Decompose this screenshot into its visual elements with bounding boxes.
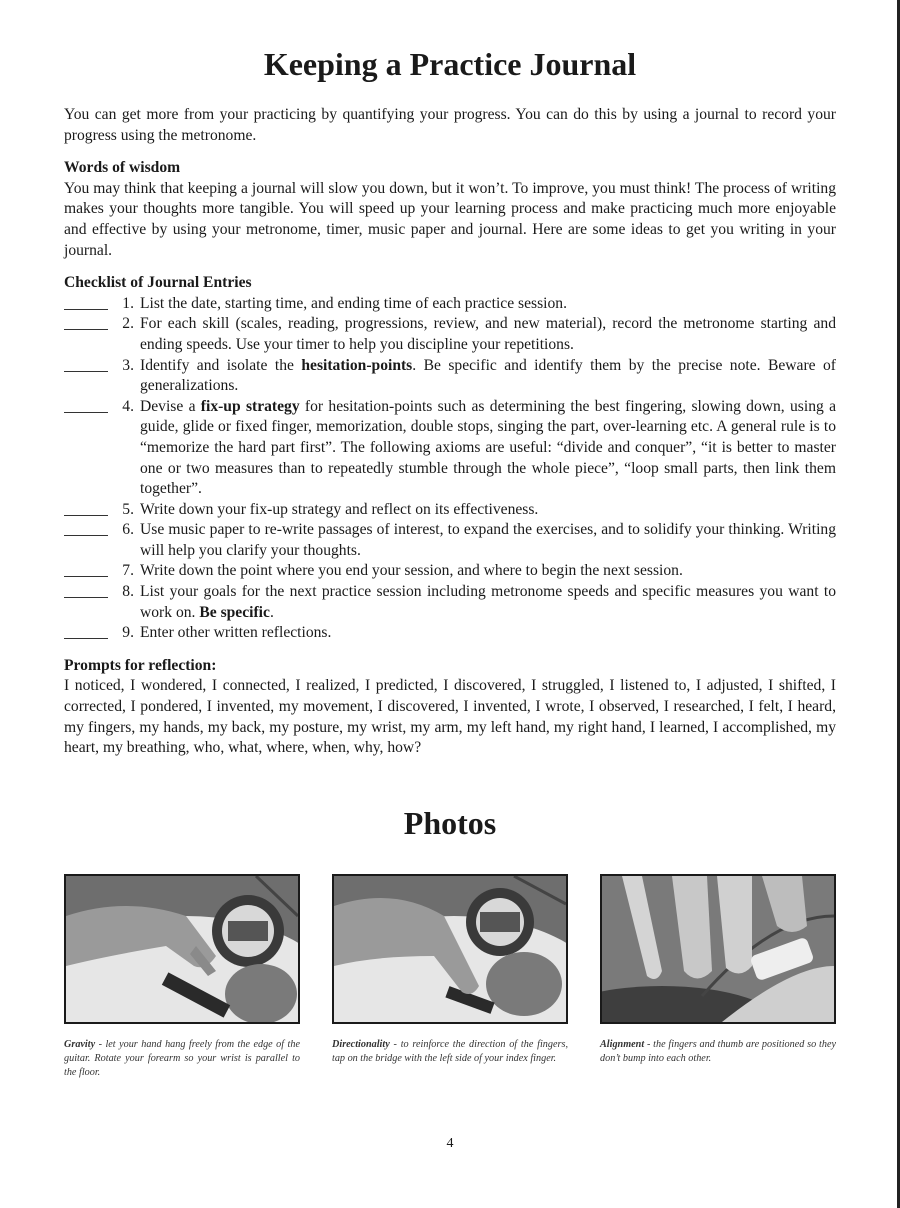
checklist-item: 5. Write down your fix-up strategy and reflect on its effectiveness. — [64, 500, 836, 521]
photo-alignment — [600, 874, 836, 1066]
guitar-hand-photo-icon — [334, 876, 566, 1022]
checkbox-blank[interactable] — [64, 297, 108, 310]
checkbox-blank[interactable] — [64, 626, 108, 639]
checkbox-blank[interactable] — [64, 564, 108, 577]
prompts-heading: Prompts for reflection: — [64, 656, 217, 674]
checkbox-blank[interactable] — [64, 523, 108, 536]
checklist-item: 2. For each skill (scales, reading, progressions, review, and new material), record the metronome starting and ending speeds. Use your timer to help you discipline your repetitions. — [64, 314, 836, 355]
checkbox-blank[interactable] — [64, 585, 108, 598]
checklist-item: 3. Identify and isolate the hesitation-points. Be specific and identify them by the precise note. Beware of generalizations. — [64, 356, 836, 397]
checkbox-blank[interactable] — [64, 400, 108, 413]
photo-caption: Gravity - let your hand hang freely from the edge of the guitar. Rotate your forearm so your wrist is parallel to the floor. — [64, 1039, 300, 1078]
checklist-item: 4. Devise a fix-up strategy for hesitation-points such as determining the best fingering, slowing down, using a guide, glide or fixed finger, memorization, double stops, singing the part, over-learning etc. A general rule is to “memorize the hard part first”. The following axioms are useful: “divide and conquer”, “it is better to master one or two measures than to repeatedly stumble through the whole piece”, “loop small parts, then link them together”. — [64, 397, 836, 500]
bold-term: hesitation-points — [301, 356, 413, 374]
page-title: Keeping a Practice Journal — [263, 46, 637, 82]
guitar-hand-photo-icon — [66, 876, 298, 1022]
prompts-paragraph: I noticed, I wondered, I connected, I realized, I predicted, I discovered, I struggled, I listened to, I adjusted, I shifted, I corrected, I pondered, I invented, my movement, I discovered, I invented, I wrote, I observed, I researched, I felt, I heard, my fingers, my hands, my back, my posture, my wrist, my arm, my left hand, my right hand, I learned, I accomplished, my heart, my breathing, who, what, where, when, why, how? — [64, 677, 836, 757]
bold-term: fix-up strategy — [200, 397, 300, 415]
page-number: 4 — [446, 1136, 454, 1151]
page-content — [64, 40, 836, 847]
wisdom-heading: Words of wisdom — [64, 159, 181, 177]
photo-image — [64, 874, 300, 1024]
checklist — [64, 294, 836, 644]
checklist-item: 7. Write down the point where you end your session, and where to begin the next session. — [64, 561, 836, 582]
photo-image — [332, 874, 568, 1024]
checklist-item: 9. Enter other written reflections. — [64, 623, 836, 644]
photo-directionality — [332, 874, 568, 1066]
fingers-closeup-photo-icon — [602, 876, 834, 1022]
photo-caption: Alignment - the fingers and thumb are positioned so they don’t bump into each other. — [600, 1039, 836, 1064]
checklist-item: 6. Use music paper to re-write passages of interest, to expand the exercises, and to solidify your thinking. Writing will help you clarify your thoughts. — [64, 520, 836, 561]
checklist-item: 1. List the date, starting time, and ending time of each practice session. — [64, 294, 836, 315]
photo-gallery — [64, 874, 836, 1114]
wisdom-paragraph: You may think that keeping a journal will slow you down, but it won’t. To improve, you must think! The process of writing makes your thoughts more tangible. You will speed up your learning process and make practicing much more enjoyable and effective by using your metronome, timer, music paper and journal. Here are some ideas to get you writing in your journal. — [64, 179, 836, 259]
photos-title: Photos — [403, 804, 497, 841]
checklist-item: 8. List your goals for the next practice session including metronome speeds and specific measures you want to work on. Be specific. — [64, 582, 836, 623]
checklist-heading: Checklist of Journal Entries — [64, 274, 252, 292]
bold-term: Be specific — [199, 603, 270, 621]
photo-image — [600, 874, 836, 1024]
checkbox-blank[interactable] — [64, 359, 108, 372]
checkbox-blank[interactable] — [64, 503, 108, 516]
checkbox-blank[interactable] — [64, 317, 108, 330]
photo-gravity — [64, 874, 300, 1080]
photo-caption: Directionality - to reinforce the direction of the fingers, tap on the bridge with the left side of your index finger. — [332, 1039, 568, 1064]
intro-paragraph: You can get more from your practicing by quantifying your progress. You can do this by using a journal to record your progress using the metronome. — [64, 106, 836, 144]
